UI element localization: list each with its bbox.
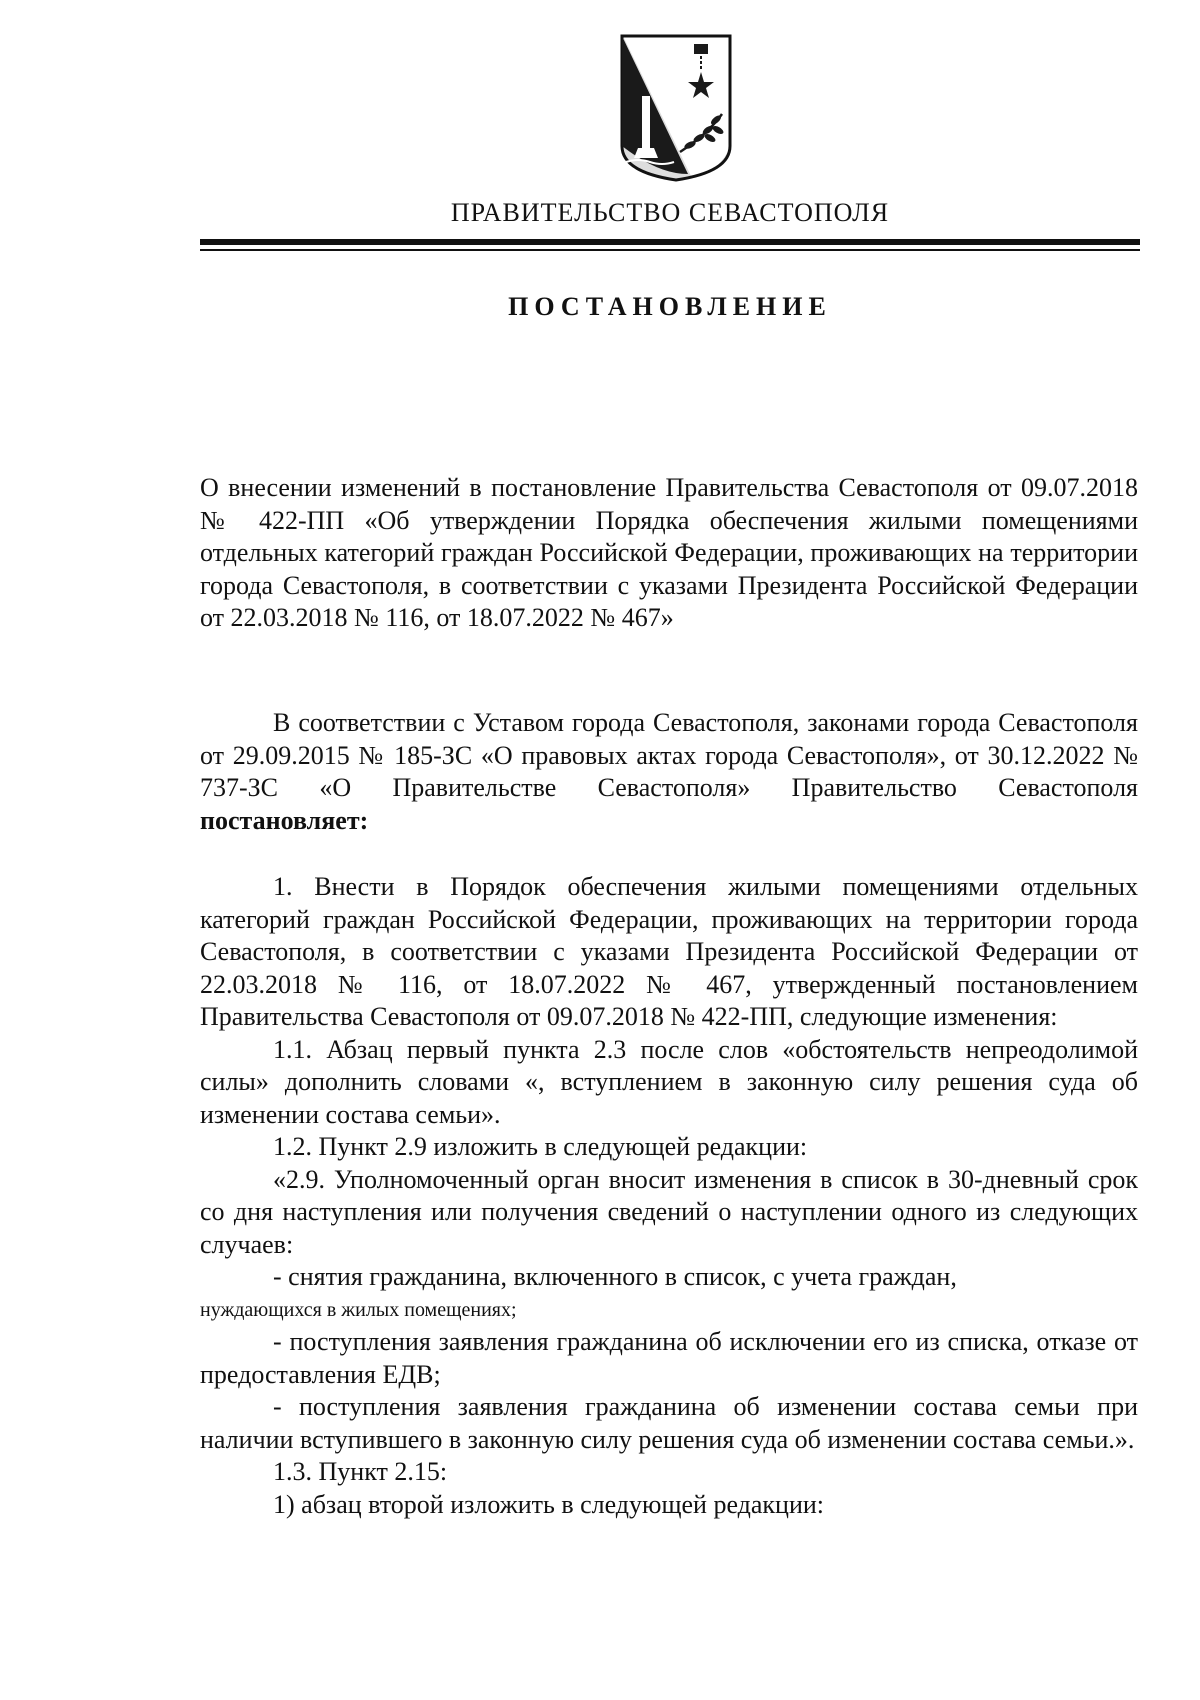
government-name: ПРАВИТЕЛЬСТВО СЕВАСТОПОЛЯ <box>450 198 890 227</box>
document-type-title: ПОСТАНОВЛЕНИЕ <box>508 292 832 321</box>
preamble-text: В соответствии с Уставом города Севастополя, законами города Севастополя от 29.09.2015 № 185-ЗС «О правовых актах города Севастополя», от 30.12.2022 № 737-ЗС «О Правительстве Севастополя» Правительство Севастополя <box>200 708 1138 802</box>
preamble-paragraph <box>200 707 1138 837</box>
amendments-body <box>200 871 1138 1521</box>
clause-1: 1. Внести в Порядок обеспечения жилыми помещениями отдельных категорий граждан Российской Федерации, проживающих на территории города Севастополя, в соответствии с указами Президента Российской Федерации от 22.03.2018 № 116, от 18.07.2022 № 467, утвержденный постановлением Правительства Севастополя от 09.07.2018 № 422-ПП, следующие изменения: <box>200 872 1138 1031</box>
clause-1-3: 1.3. Пункт 2.15: <box>273 1457 448 1486</box>
preamble <box>200 707 1138 837</box>
clause-1-3-subitem-1: 1) абзац второй изложить в следующей редакции: <box>273 1489 825 1519</box>
quoted-clause-2-9: «2.9. Уполномоченный орган вносит изменения в список в 30-дневный срок со дня наступления или получения сведений о наступлении одного из следующих случаев: <box>200 1164 1138 1259</box>
case-item-2: - поступления заявления гражданина об исключении его из списка, отказе от предоставления ЕДВ; <box>200 1327 1138 1389</box>
header-divider-thick <box>200 239 1140 245</box>
preamble-resolves: постановляет: <box>200 805 369 835</box>
header-divider-thin <box>200 249 1140 251</box>
case-item-3: - поступления заявления гражданина об изменении состава семьи при наличии вступившего в законную силу решения суда об изменении состава семьи.». <box>200 1392 1138 1454</box>
clause-1-2: 1.2. Пункт 2.9 изложить в следующей редакции: <box>273 1132 808 1161</box>
subject-text: О внесении изменений в постановление Правительства Севастополя от 09.07.2018 № 422-ПП «Об утверждении Порядка обеспечения жилыми помещениями отдельных категорий граждан Российской Федерации, проживающих на территории города Севастополя, в соответствии с указами Президента Российской Федерации от 22.03.2018 № 116, от 18.07.2022 № 467» <box>200 473 1138 632</box>
clause-1-1: 1.1. Абзац первый пункта 2.3 после слов «обстоятельств непреодолимой силы» дополнить словами «, вступлением в законную силу решения суда об изменении состава семьи». <box>200 1034 1138 1129</box>
document-subject <box>200 472 1138 635</box>
sevastopol-coat-of-arms-icon <box>618 34 734 184</box>
case-item-1-continuation: нуждающихся в жилых помещениях; <box>200 1298 517 1321</box>
case-item-1: - снятия гражданина, включенного в список, с учета граждан, <box>273 1262 957 1291</box>
